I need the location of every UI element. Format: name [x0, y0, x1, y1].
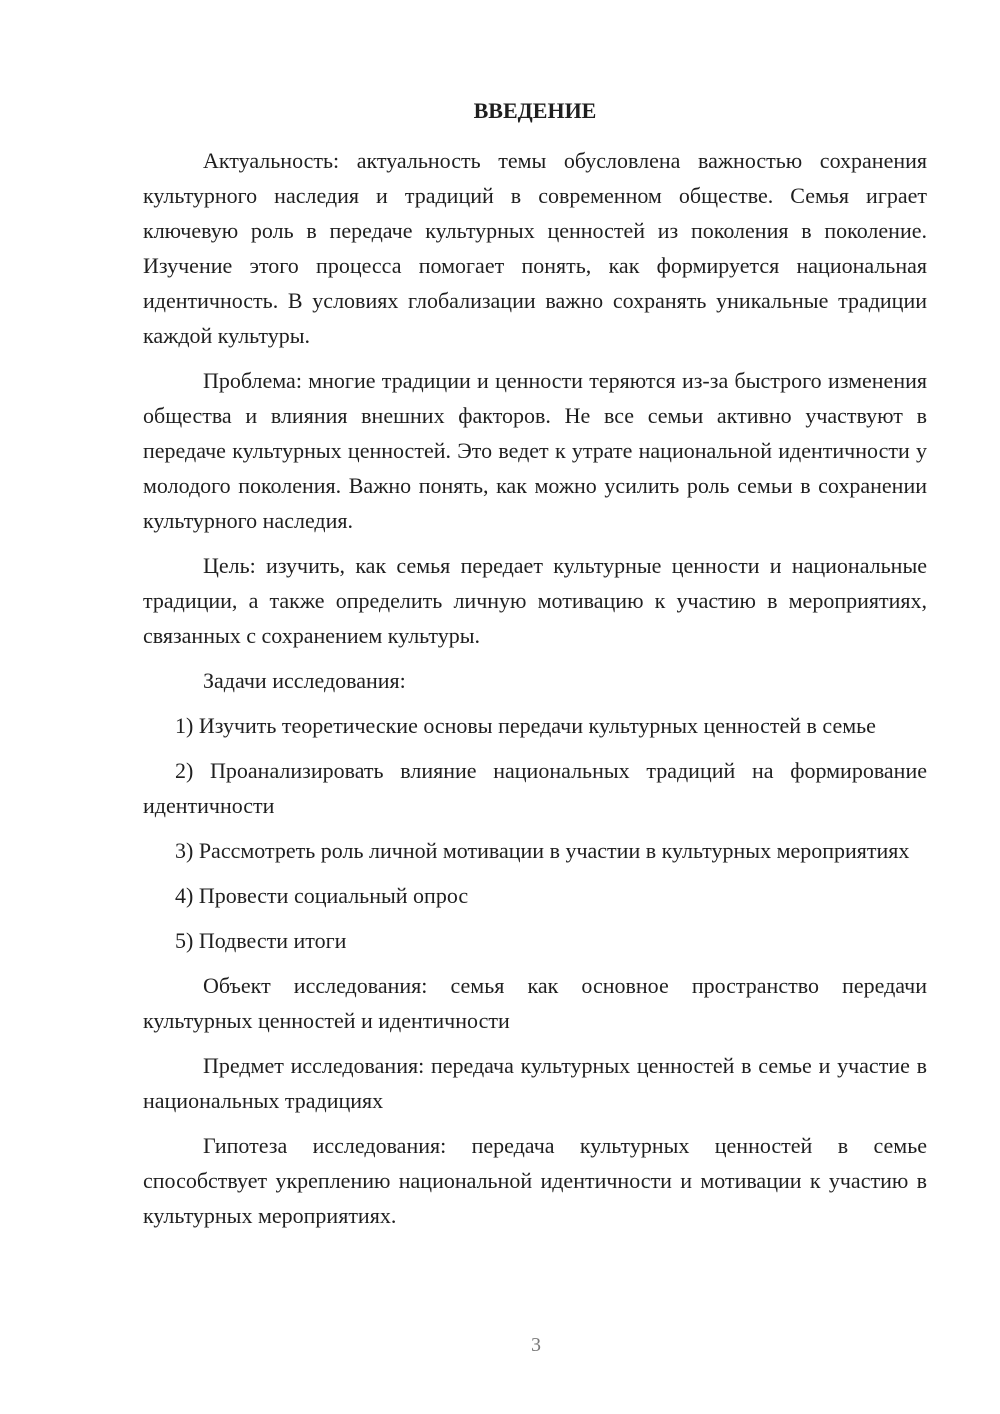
task-item-4: 4) Провести социальный опрос [175, 883, 469, 908]
hypothesis-paragraph: Гипотеза исследования: передача культурных ценностей в семье способствует укреплению национальной идентичности и мотивации к участию в культурных мероприятиях. [143, 1133, 927, 1228]
goal-paragraph: Цель: изучить, как семья передает культурные ценности и национальные традиции, а также определить личную мотивацию к участию в мероприятиях, связанных с сохранением культуры. [143, 553, 927, 648]
document-page [143, 96, 927, 1243]
page-number: 3 [531, 1334, 541, 1356]
task-item-1: 1) Изучить теоретические основы передачи культурных ценностей в семье [175, 713, 876, 738]
page-title: ВВЕДЕНИЕ [473, 98, 597, 123]
problem-paragraph: Проблема: многие традиции и ценности теряются из-за быстрого изменения общества и влияния внешних факторов. Не все семьи активно участвуют в передаче культурных ценностей. Это ведет к утрате национальной идентичности у молодого поколения. Важно понять, как можно усилить роль семьи в сохранении культурного наследия. [143, 368, 927, 533]
task-item-2: 2) Проанализировать влияние национальных традиций на формирование идентичности [143, 758, 927, 818]
task-item-3: 3) Рассмотреть роль личной мотивации в участии в культурных мероприятиях [175, 838, 910, 863]
subject-paragraph: Предмет исследования: передача культурных ценностей в семье и участие в национальных традициях [143, 1053, 927, 1113]
relevance-paragraph: Актуальность: актуальность темы обусловлена важностью сохранения культурного наследия и традиций в современном обществе. Семья играет ключевую роль в передаче культурных ценностей из поколения в поколение. Изучение этого процесса помогает понять, как формируется национальная идентичность. В условиях глобализации важно сохранять уникальные традиции каждой культуры. [143, 148, 927, 348]
tasks-heading: Задачи исследования: [203, 668, 406, 693]
object-paragraph: Объект исследования: семья как основное пространство передачи культурных ценностей и идентичности [143, 973, 927, 1033]
task-item-5: 5) Подвести итоги [175, 928, 347, 953]
